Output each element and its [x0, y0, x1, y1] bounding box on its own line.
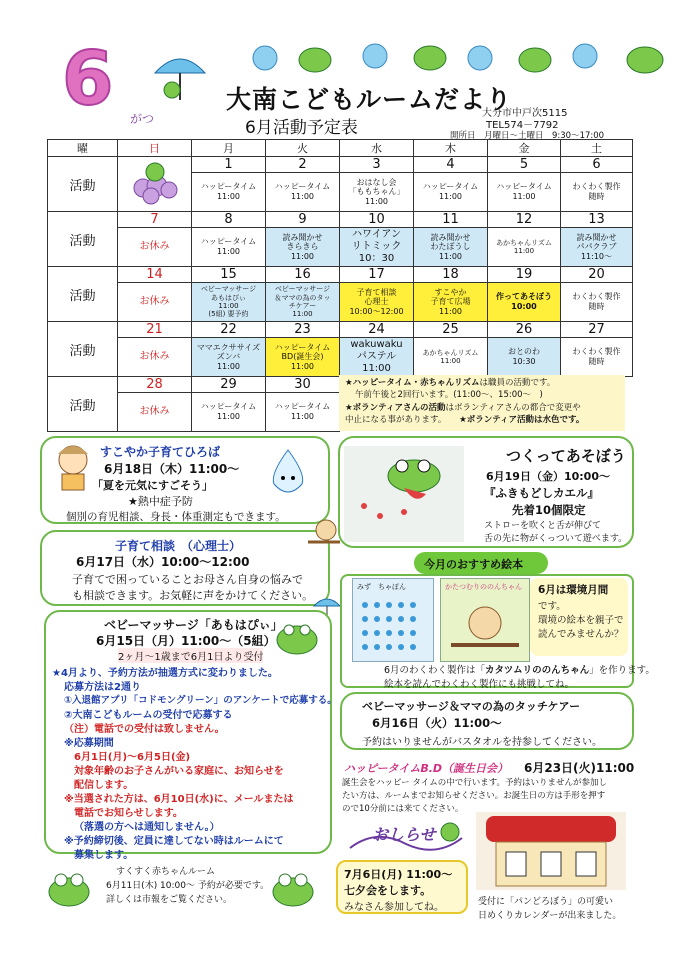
activity-cell: ハッピータイム 11:00 — [266, 173, 340, 212]
ehon-wakuwaku-line1 — [384, 662, 655, 676]
sukuku-line1: すくすく赤ちゃんルーム — [116, 867, 216, 877]
date-cell: 8 — [192, 212, 266, 228]
activity-cell: ハッピータイム 11:00 — [488, 173, 561, 212]
highlight-activity-cell: ハッピータイム BD(誕生会) 11:00 — [266, 338, 340, 377]
ehon-banner-text: 今月のおすすめ絵本 — [424, 558, 524, 571]
date-cell: 29 — [192, 377, 266, 393]
header-fri: 金 — [488, 140, 561, 157]
week-4-activities — [48, 338, 633, 377]
week-2-activities — [48, 228, 633, 267]
happy-desc2: たい方は、ルームまでお知らせください。お誕生日の方は手形を押す — [342, 791, 606, 801]
note-line1-rest: は職員の活動です。 — [479, 378, 556, 388]
note-line1-bold: ★ハッピータイム・赤ちゃんリズム — [345, 378, 480, 388]
closed-cell: お休み — [118, 393, 192, 432]
activity-cell: ハッピータイム 11:00 — [192, 228, 266, 267]
week-3-activities — [48, 283, 633, 322]
baby-line8: 対象年齢のお子さんがいる家庭に、お知らせを — [74, 766, 284, 777]
header-tue: 火 — [266, 140, 340, 157]
gift-line2: 日めくりカレンダーが出来ました。 — [478, 911, 622, 921]
hydrangea-frog-illustration — [118, 157, 192, 212]
baby-line6: ※応募期間 — [64, 738, 114, 749]
frog-blowout-toy-photo — [344, 446, 464, 542]
ehon-month-line3: 読んでみませんか？ — [538, 629, 624, 640]
oshirase-line1: 7月6日(月) 11:00～ — [344, 868, 453, 881]
baby-target: 2ヶ月～1歳まで6月1日より受付 — [118, 648, 263, 663]
volunteer-activity-cell: 読み聞かせ きらきら 11:00 — [266, 228, 340, 267]
baby-line10: ※当選された方は、6月10日(水)に、メールまたは — [64, 794, 294, 805]
date-cell: 28 — [118, 377, 192, 393]
w1-bold: カタツムリののんちゃん — [485, 665, 590, 676]
date-cell: 25 — [414, 322, 488, 338]
closed-cell: お休み — [118, 338, 192, 377]
baby-line3: ①入退館アプリ「コドモングリーン」のアンケートで応募する。 — [64, 695, 337, 706]
sukoyaka-sub: ★熱中症予防 — [128, 495, 193, 508]
ehon-month-line2: 環境の絵本を親子で — [538, 615, 624, 626]
date-cell: 5 — [488, 157, 561, 173]
date-cell: 27 — [561, 322, 633, 338]
happy-title: ハッピータイムB.D（誕生日会） — [344, 762, 509, 775]
frog-right-icon — [270, 866, 316, 912]
activity-cell: わくわく製作 随時 — [561, 173, 633, 212]
row-label: 活動 — [48, 377, 118, 432]
date-cell: 14 — [118, 267, 192, 283]
umbrella-frog-icon — [150, 45, 210, 109]
note-line2: 午前午後と2回行います。(11:00～、15:00～ ) — [355, 390, 543, 401]
volunteer-activity-cell: おとのわ 10:30 — [488, 338, 561, 377]
baby-line2: 応募方法は2通り — [64, 682, 141, 693]
opening-hours: 開所日 月曜日～土曜日 9:30～17:00 — [450, 131, 605, 141]
date-cell: 6 — [561, 157, 633, 173]
w1-pre: 6月のわくわく製作は「 — [384, 665, 486, 676]
date-cell: 13 — [561, 212, 633, 228]
sukuku-line2: 6月11日(木) 10:00～ 予約が必要です。 — [106, 881, 270, 891]
happy-desc3: ので10分前には来てください。 — [342, 804, 464, 814]
telephone: TEL574－7792 — [486, 120, 559, 131]
activity-cell: あかちゃんリズム 11:00 — [414, 338, 488, 377]
date-cell: 7 — [118, 212, 192, 228]
date-cell: 17 — [340, 267, 414, 283]
volunteer-activity-cell: 読み聞かせ わたぼうし 11:00 — [414, 228, 488, 267]
volunteer-activity-cell: ベビーマッサージ ＆ママの為のタッ チケアー 11:00 — [266, 283, 340, 322]
date-cell: 16 — [266, 267, 340, 283]
date-cell: 3 — [340, 157, 414, 173]
baby-date: 6月15日（月）11:00～（5組） — [96, 634, 276, 648]
activity-cell: おはなし会 「ももちゃん」 11:00 — [340, 173, 414, 212]
baby-line1: ★4月より、予約方法が抽選方式に変わりました。 — [52, 668, 278, 679]
date-cell: 21 — [118, 322, 192, 338]
month-label: がつ — [130, 112, 155, 126]
activity-cell: わくわく製作 随時 — [561, 283, 633, 322]
calendar-header-row — [48, 140, 633, 157]
sukoyaka-theme: 「夏を元気にすごそう」 — [92, 479, 213, 492]
closed-cell: お休み — [118, 283, 192, 322]
baby-frog-illustration — [272, 618, 322, 662]
baby-line13: ※予約締切後、定員に達してない時はルームにて — [64, 836, 284, 847]
header-weekday: 曜 — [48, 140, 118, 157]
highlight-activity-cell: 子育て相談 心理士 10:00～12:00 — [340, 283, 414, 322]
sukoyaka-title: すこやか子育てひろば — [100, 445, 221, 459]
header-sat: 土 — [561, 140, 633, 157]
address: 大分市中戸次5115 — [482, 108, 568, 119]
week-1-dates — [48, 157, 633, 173]
tsukutte-desc1: ストローを吹くと舌が伸びて — [484, 521, 602, 531]
touch-title: ベビーマッサージ＆ママの為のタッチケアー — [362, 700, 581, 713]
month-number: 6 — [62, 36, 114, 122]
child-drinking-illustration — [48, 440, 98, 496]
volunteer-activity-cell: ママエクササイズ ズンバ 11:00 — [192, 338, 266, 377]
header-sun: 日 — [118, 140, 192, 157]
tsukutte-limit: 先着10個限定 — [512, 503, 586, 517]
note-line4-bold: ★ボランティア活動は水色です。 — [459, 414, 585, 425]
date-cell: 30 — [266, 377, 340, 393]
oshirase-line3: みなさん参加してね。 — [344, 902, 444, 913]
tsukutte-title: つくってあそぼう — [506, 447, 626, 465]
week-2-dates — [48, 212, 633, 228]
date-cell: 24 — [340, 322, 414, 338]
closed-cell: お休み — [118, 228, 192, 267]
row-label: 活動 — [48, 157, 118, 212]
w1-post: 」を作ります。 — [589, 665, 655, 676]
sukuku-line3: 詳しくは市報をご覧ください。 — [106, 895, 233, 905]
happy-desc1: 誕生会をハッピー タイムの中で行います。予約はいりませんが参加し — [342, 778, 608, 788]
week-4-dates — [48, 322, 633, 338]
tsukutte-item: 『ふきもどしカエル』 — [484, 486, 599, 500]
week-3-dates — [48, 267, 633, 283]
row-label: 活動 — [48, 322, 118, 377]
ehon-month-title: 6月は環境月間 — [538, 584, 609, 596]
date-cell: 26 — [488, 322, 561, 338]
ehon-wakuwaku-line2: 絵本を読んでわくわく製作にも挑戦してね。 — [384, 679, 575, 690]
baby-line7: 6月1日(月)～6月5日(金) — [74, 752, 191, 763]
header-thu: 木 — [414, 140, 488, 157]
activity-cell: わくわく製作 随時 — [561, 338, 633, 377]
date-cell: 10 — [340, 212, 414, 228]
book-katatsumuri-cover — [440, 578, 530, 662]
date-cell: 22 — [192, 322, 266, 338]
activity-cell: ハッピータイム 11:00 — [266, 393, 340, 432]
baby-line9: 配信します。 — [74, 780, 134, 791]
baby-line12: （落選の方へは通知しません。） — [74, 822, 220, 833]
date-cell: 18 — [414, 267, 488, 283]
date-cell: 15 — [192, 267, 266, 283]
ehon-month-line1: です。 — [538, 601, 566, 612]
date-cell: 19 — [488, 267, 561, 283]
note-line4: 中止になる事があります。 — [345, 414, 443, 425]
sukoyaka-desc: 個別の育児相談、身長・体重測定もできます。 — [66, 511, 286, 523]
oshirase-line2: 七夕会をします。 — [344, 884, 432, 897]
happy-date: 6月23日(火)11:00 — [524, 761, 635, 775]
frog-left-icon — [46, 866, 92, 912]
kosodate-date: 6月17日（水）10:00～12:00 — [76, 555, 250, 569]
date-cell: 23 — [266, 322, 340, 338]
date-cell: 12 — [488, 212, 561, 228]
activity-cell: ハッピータイム 11:00 — [192, 393, 266, 432]
page-subtitle: 6月活動予定表 — [245, 118, 358, 138]
row-label: 活動 — [48, 212, 118, 267]
touch-date: 6月16日（火）11:00～ — [372, 716, 502, 730]
baby-line14: 募集します。 — [74, 850, 134, 861]
volunteer-activity-cell: wakuwaku パステル 11:00 — [340, 338, 414, 377]
page-title: 大南こどもルームだより — [226, 85, 513, 114]
date-cell: 1 — [192, 157, 266, 173]
activity-cell: ハッピータイム 11:00 — [414, 173, 488, 212]
header-mon: 月 — [192, 140, 266, 157]
note-line3-bold: ★ボランティアさんの活動 — [345, 402, 446, 413]
note-line3-rest: はボランティアさんの都合で変更や — [445, 402, 581, 413]
kosodate-line1: 子育てで困っていることお母さん自身の悩みで — [72, 573, 303, 586]
frog-hydrangea-top-decoration — [250, 38, 670, 78]
baby-line5: （注）電話での受付は致しません。 — [64, 724, 225, 735]
activity-cell: あかちゃんリズム 11:00 — [488, 228, 561, 267]
tsukutte-date: 6月19日（金）10:00～ — [486, 470, 610, 483]
kosodate-line2: も相談できます。お気軽に声をかけてください。 — [72, 589, 314, 602]
gift-line1: 受付に「パンどろぼう」の可愛い — [478, 897, 614, 907]
volunteer-activity-cell: ベビーマッサージ あもはぴぃ 11:00 (5組) 要予約 — [192, 283, 266, 322]
volunteer-activity-cell: 読み聞かせ パパクラブ 11:10～ — [561, 228, 633, 267]
row-label: 活動 — [48, 267, 118, 322]
pan-dorobou-calendar-photo — [476, 812, 626, 890]
water-drop-character-illustration — [266, 448, 310, 500]
oshirase-label: おしらせ — [372, 825, 436, 844]
baby-line11: 電話でお知らせします。 — [74, 808, 183, 819]
calendar-note — [339, 375, 625, 431]
activity-cell: ハッピータイム 11:00 — [192, 173, 266, 212]
book-mizu-chapon-cover — [352, 578, 434, 662]
date-cell: 4 — [414, 157, 488, 173]
book1-title: みず ちゃぽん — [357, 583, 406, 591]
date-cell: 2 — [266, 157, 340, 173]
snail-icon — [306, 516, 342, 548]
date-cell: 9 — [266, 212, 340, 228]
highlight-activity-cell: すこやか 子育て広場 11:00 — [414, 283, 488, 322]
touch-desc: 予約はいりませんがバスタオルを持参してください。 — [362, 737, 602, 748]
highlight-activity-cell: 作ってあそぼう 10:00 — [488, 283, 561, 322]
kosodate-title: 子育て相談 （心理士） — [115, 539, 242, 553]
baby-line4: ②大南こどもルームの受付で応募する — [64, 710, 233, 721]
date-cell: 20 — [561, 267, 633, 283]
date-cell: 11 — [414, 212, 488, 228]
volunteer-activity-cell: ハワイアン リトミック 10：30 — [340, 228, 414, 267]
book2-title: かたつむりののんちゃん — [445, 583, 522, 591]
tsukutte-desc2: 舌の先に物がくっついて遊べます。 — [484, 534, 628, 544]
header-wed: 水 — [340, 140, 414, 157]
sukoyaka-date: 6月18日（木）11:00～ — [104, 462, 240, 476]
baby-title: ベビーマッサージ「あもはぴぃ」 — [104, 618, 283, 632]
